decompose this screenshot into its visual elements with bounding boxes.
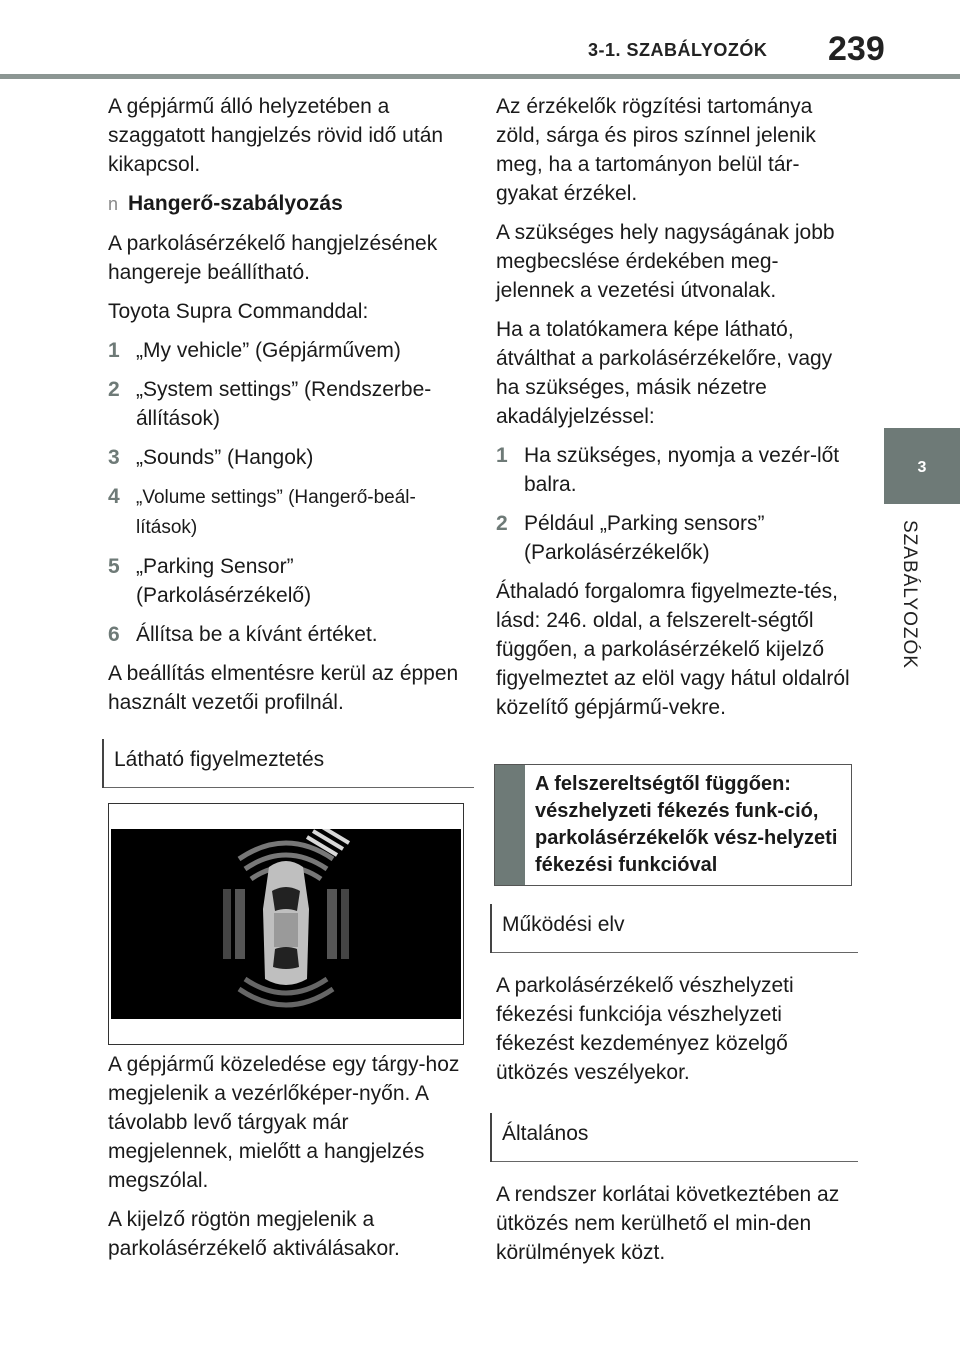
step-text: „My vehicle” (Gépjárművem) <box>136 339 401 362</box>
section-heading-operating-principle: Működési elv <box>490 904 852 953</box>
step-text: Ha szükséges, nyomja a vezér-lőt balra. <box>524 444 840 496</box>
page-number: 239 <box>828 30 885 68</box>
note-accent-bar <box>495 765 525 885</box>
section-title: 3-1. SZABÁLYOZÓK <box>588 40 768 60</box>
right-paragraph-6: A rendszer korlátai következtében az ütközés nem kerülhető el min-den körülmények közt. <box>496 1183 840 1264</box>
step-number: 1 <box>108 339 120 362</box>
chapter-tab-number: 3 <box>884 428 960 504</box>
note-text: A felszereltségtől függően: vészhelyzeti fékezés funk-ció, parkolásérzékelők vész-helyzeti fékezési funkcióval <box>535 773 838 876</box>
step-item <box>108 482 468 542</box>
parking-sensor-figure <box>108 803 464 1045</box>
subheading-text: Hangerő-szabályozás <box>128 192 343 215</box>
right-column <box>496 92 856 732</box>
header-rule <box>0 74 960 79</box>
left-paragraph-5: A gépjármű közeledése egy tárgy-hoz megjelenik a vezérlőképer-nyőn. A távolabb levő tárgyak már megjelennek, mielőtt a hangjelzés megszólal. <box>108 1053 460 1192</box>
section-heading-visible-warning: Látható figyelmeztetés <box>102 739 468 788</box>
left-paragraph-4: A beállítás elmentésre kerül az éppen használt vezetői profilnál. <box>108 662 459 714</box>
step-number: 2 <box>496 512 508 535</box>
right-paragraph-1: Az érzékelők rögzítési tartománya zöld, sárga és piros színnel jelenik meg, ha a tartományon belül tár-gyakat érzékel. <box>496 95 816 205</box>
right-column-lower <box>496 896 852 1277</box>
bullet-marker: n <box>108 194 119 214</box>
step-item <box>108 620 468 649</box>
step-text: Állítsa be a kívánt értéket. <box>136 623 378 646</box>
section-heading-general: Általános <box>490 1113 852 1162</box>
subheading <box>108 189 468 219</box>
left-paragraph-3: Toyota Supra Commanddal: <box>108 300 369 323</box>
right-paragraph-2: A szükséges hely nagyságának jobb megbecslése érdekében meg-jelennek a vezetési útvonalak. <box>496 221 835 302</box>
step-item <box>108 443 468 472</box>
step-text: „Parking Sensor” (Parkolásérzékelő) <box>136 555 312 607</box>
control-display-screen <box>111 829 461 1019</box>
right-paragraph-5: A parkolásérzékelő vészhelyzeti fékezési funkciója vészhelyzeti fékezést kezdeményez közelgő ütközés veszélyekor. <box>496 974 794 1084</box>
step-item <box>108 552 468 610</box>
car-icon <box>263 861 309 985</box>
step-text: „Sounds” (Hangok) <box>136 446 314 469</box>
step-number: 2 <box>108 378 120 401</box>
left-paragraph-1: A gépjármű álló helyzetében a szaggatott hangjelzés rövid idő után kikapcsol. <box>108 95 444 176</box>
left-column-lower <box>108 1050 468 1273</box>
step-number: 4 <box>108 485 120 508</box>
left-paragraph-2: A parkolásérzékelő hangjelzésének hangereje beállítható. <box>108 232 438 284</box>
step-number: 5 <box>108 555 120 578</box>
step-item <box>496 441 856 499</box>
step-number: 1 <box>496 444 508 467</box>
step-item <box>496 509 856 567</box>
chapter-tab-label: SZABÁLYOZÓK <box>899 520 920 669</box>
step-text: „System settings” (Rendszerbe-állítások) <box>136 378 432 430</box>
step-number: 3 <box>108 446 120 469</box>
step-text: Például „Parking sensors” (Parkolásérzékelők) <box>524 512 765 564</box>
step-item <box>108 336 468 365</box>
left-paragraph-6: A kijelző rögtön megjelenik a parkolásérzékelő aktiválásakor. <box>108 1208 400 1260</box>
step-item <box>108 375 468 433</box>
right-paragraph-4: Áthaladó forgalomra figyelmezte-tés, lásd: 246. oldal, a felszerelt-ségtől függően, a parkolásérzékelő kijelző figyelmeztet az elöl vagy hátul oldalról közelítő gépjármű-vekre. <box>496 580 850 719</box>
step-text: „Volume settings” (Hangerő-beál-lítások) <box>136 487 416 538</box>
left-column <box>108 92 468 806</box>
equipment-note-box <box>494 764 852 886</box>
car-with-sensor-zones-illustration <box>111 829 461 1019</box>
step-number: 6 <box>108 623 120 646</box>
right-paragraph-3: Ha a tolatókamera képe látható, átválthat a parkolásérzékelőre, vagy ha szükséges, másik nézetre akadályjelzéssel: <box>496 318 833 428</box>
